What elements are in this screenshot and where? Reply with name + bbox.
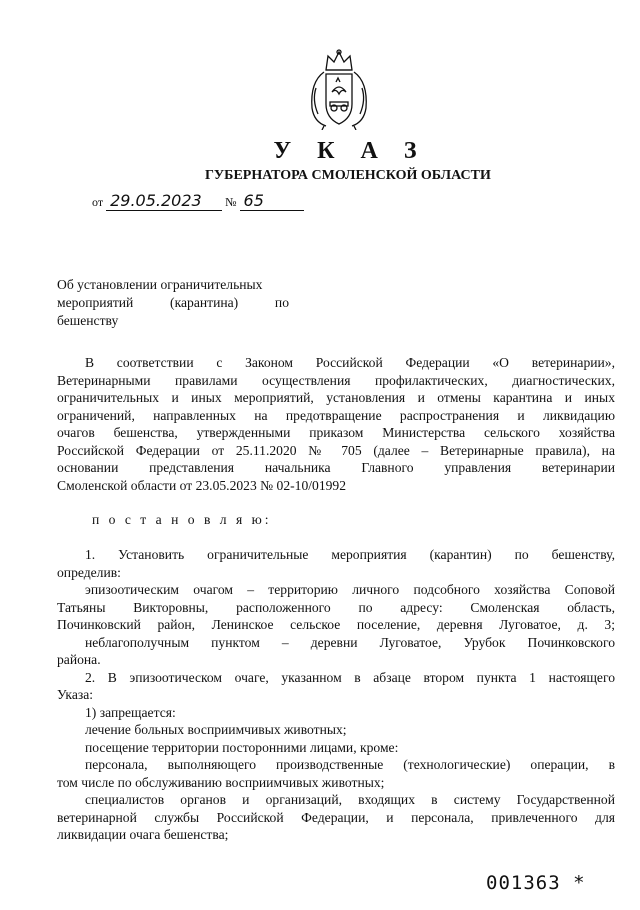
date-number-line: [92, 192, 304, 211]
clause-line: ликвидации очага бешенства;: [57, 827, 229, 842]
clause-line: лечение больных восприимчивых животных;: [85, 722, 347, 737]
clause-line: района.: [57, 652, 101, 667]
document-title: У К А З: [273, 138, 427, 164]
preamble-line: основании представления начальника Главного управления ветеринарии: [57, 460, 615, 475]
clause-line: ветеринарной службы Российской Федерации, и персонала, привлеченного для: [57, 809, 615, 825]
clause-line: Указа:: [57, 687, 94, 702]
clause-line: неблагополучным пунктом – деревни Луговатое, Урубок Починковского: [85, 634, 615, 650]
clause-line: определив:: [57, 564, 121, 580]
number-prefix: №: [225, 195, 237, 209]
serial-number: 001363 *: [486, 872, 586, 894]
clause-line: 1. Установить ограничительные мероприятия (карантин) по бешенству,: [85, 547, 615, 562]
date-prefix: от: [92, 195, 104, 209]
subject-line: мероприятий (карантина) по: [57, 295, 289, 310]
preamble-line: Российской Федерации от 25.11.2020 № 705 (далее – Ветеринарные правила), на: [57, 442, 615, 458]
clause-line: 1) запрещается:: [85, 704, 176, 720]
preamble: [57, 354, 615, 494]
decree-subject: [57, 276, 289, 330]
preamble-line: В соответствии с Законом Российской Федерации «О ветеринарии»,: [85, 355, 615, 370]
clause-line: специалистов органов и организаций, входящих в систему Государственной: [85, 792, 615, 807]
subject-line: бешенству: [57, 313, 119, 328]
coat-of-arms-icon: [306, 48, 372, 130]
clause-line: посещение территории посторонними лицами, кроме:: [85, 739, 399, 755]
clause-line: Починковский район, Ленинское сельское поселение, деревня Луговатое, д. 3;: [57, 617, 615, 632]
clause-line: 2. В эпизоотическом очаге, указанном в абзаце втором пункта 1 настоящего: [85, 669, 615, 685]
preamble-line: ограничений, направленных на предотвращение распространения и ликвидацию: [57, 407, 615, 423]
document-subtitle: ГУБЕРНАТОРА СМОЛЕНСКОЙ ОБЛАСТИ: [205, 168, 491, 183]
clause-line: том числе по обслуживанию восприимчивых животных;: [57, 774, 385, 790]
handwritten-date: 29.05.2023: [106, 192, 222, 211]
preamble-line: Ветеринарными правилами осуществления профилактических, диагностических,: [57, 372, 615, 388]
clause-line: эпизоотическим очагом – территорию личного подсобного хозяйства Соповой: [85, 582, 615, 597]
preamble-line: ограничительных и иных мероприятий, установления и отмены карантина и иных: [57, 390, 615, 405]
preamble-line: очагов бешенства, утвержденными приказом Министерства сельского хозяйства: [57, 425, 615, 440]
clause-line: персонала, выполняющего производственные (технологические) операции, в: [85, 757, 615, 772]
subject-line: Об установлении ограничительных: [57, 277, 263, 292]
clause-line: Татьяны Викторовны, расположенного по адресу: Смоленская область,: [57, 599, 615, 615]
preamble-line: Смоленской области от 23.05.2023 № 02-10/01992: [57, 477, 347, 493]
handwritten-number: 65: [240, 192, 304, 211]
decree-word: п о с т а н о в л я ю:: [92, 512, 272, 527]
clauses: [57, 546, 615, 844]
